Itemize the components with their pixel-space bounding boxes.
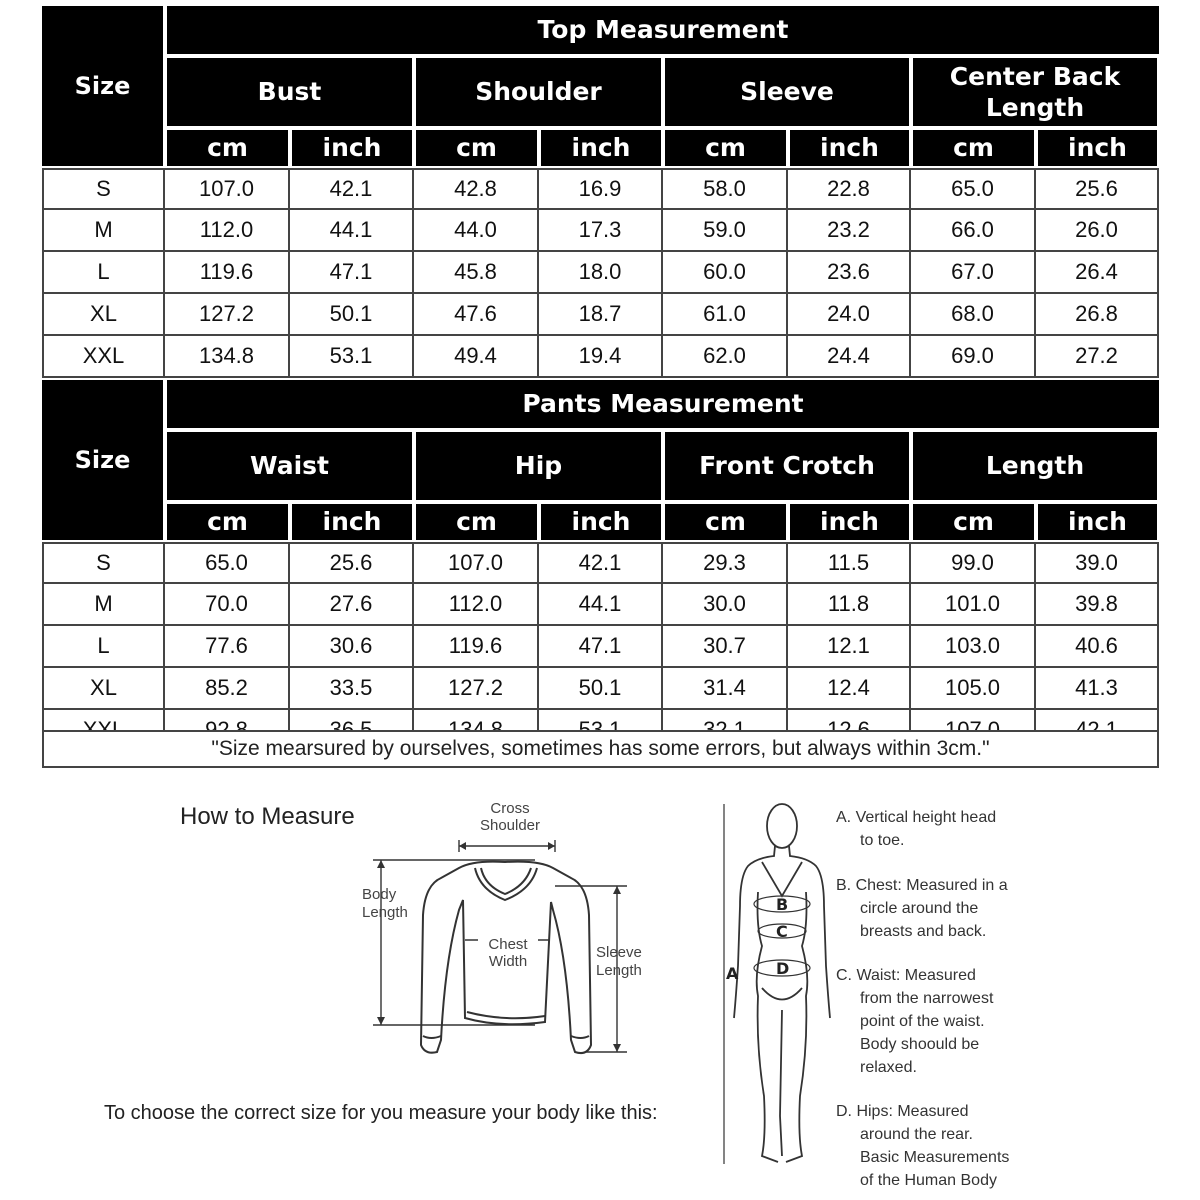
measure-note-line: A. Vertical height head <box>836 809 997 826</box>
unit-header: inch <box>541 504 661 540</box>
unit-header: cm <box>913 130 1034 166</box>
size-column-header: Size <box>42 6 163 166</box>
size-disclaimer-row <box>42 730 1159 768</box>
size-cell: S <box>42 542 165 584</box>
measure-note <box>836 874 1066 943</box>
measurement-group-header: Hip <box>416 432 661 500</box>
table-cell: 39.8 <box>1036 584 1159 626</box>
unit-header: inch <box>292 504 412 540</box>
table-cell: 11.8 <box>788 584 911 626</box>
table-cell: 19.4 <box>539 336 663 378</box>
measure-note-line: from the narrowest <box>860 990 994 1007</box>
table-cell: 23.6 <box>788 252 911 294</box>
measure-note-line: Body shoould be <box>860 1036 980 1053</box>
table-cell: 65.0 <box>165 542 290 584</box>
table-cell: 99.0 <box>911 542 1036 584</box>
table-cell: 101.0 <box>911 584 1036 626</box>
table-cell: 18.0 <box>539 252 663 294</box>
table-cell: 66.0 <box>911 210 1036 252</box>
table-cell: 61.0 <box>663 294 788 336</box>
measure-note <box>836 806 1066 852</box>
table-cell: 27.6 <box>290 584 414 626</box>
size-column-header: Size <box>42 380 163 540</box>
table-cell: 59.0 <box>663 210 788 252</box>
unit-header: inch <box>790 130 909 166</box>
table-cell: 33.5 <box>290 668 414 710</box>
table-cell: 11.5 <box>788 542 911 584</box>
size-cell: M <box>42 210 165 252</box>
table-cell: 65.0 <box>911 168 1036 210</box>
table-cell: 127.2 <box>414 668 539 710</box>
table-cell: 24.0 <box>788 294 911 336</box>
table-cell: 25.6 <box>290 542 414 584</box>
table-cell: 12.1 <box>788 626 911 668</box>
measure-note-line: point of the waist. <box>860 1013 985 1030</box>
table-cell: 50.1 <box>539 668 663 710</box>
table-cell: 67.0 <box>911 252 1036 294</box>
table-cell: 25.6 <box>1036 168 1159 210</box>
table-cell: 27.2 <box>1036 336 1159 378</box>
table-cell: 16.9 <box>539 168 663 210</box>
table-cell: 50.1 <box>290 294 414 336</box>
table-cell: 47.1 <box>290 252 414 294</box>
table-cell: 60.0 <box>663 252 788 294</box>
unit-header: inch <box>1038 130 1157 166</box>
sleeve-length-label: Sleeve Length <box>596 944 642 979</box>
table-cell: 12.4 <box>788 668 911 710</box>
size-cell: L <box>42 252 165 294</box>
unit-header: cm <box>416 504 537 540</box>
size-cell: XL <box>42 668 165 710</box>
measure-note-line: around the rear. <box>860 1126 973 1143</box>
table-cell: 112.0 <box>165 210 290 252</box>
measurement-group-header: Waist <box>167 432 412 500</box>
measure-note-line: breasts and back. <box>860 923 987 940</box>
table-title: Pants Measurement <box>167 380 1159 428</box>
measure-note-line: circle around the <box>860 900 979 917</box>
unit-header: cm <box>167 130 288 166</box>
table-cell: 17.3 <box>539 210 663 252</box>
unit-header: inch <box>790 504 909 540</box>
size-cell: S <box>42 168 165 210</box>
table-cell: 45.8 <box>414 252 539 294</box>
table-cell: 62.0 <box>663 336 788 378</box>
measure-note-line: of the Human Body <box>860 1172 997 1189</box>
table-cell: 68.0 <box>911 294 1036 336</box>
table-cell: 30.0 <box>663 584 788 626</box>
table-cell: 42.8 <box>414 168 539 210</box>
table-cell: 26.0 <box>1036 210 1159 252</box>
table-cell: 69.0 <box>911 336 1036 378</box>
table-cell: 127.2 <box>165 294 290 336</box>
unit-header: inch <box>541 130 661 166</box>
table-cell: 44.1 <box>539 584 663 626</box>
table-cell: 44.1 <box>290 210 414 252</box>
body-length-label: Body Length <box>362 886 408 921</box>
chest-width-label: Chest Width <box>478 936 538 970</box>
table-cell: 105.0 <box>911 668 1036 710</box>
table-cell: 119.6 <box>414 626 539 668</box>
measure-instruction: To choose the correct size for you measure your body like this: <box>104 1102 658 1124</box>
table-cell: 134.8 <box>165 336 290 378</box>
table-cell: 49.4 <box>414 336 539 378</box>
unit-header: cm <box>416 130 537 166</box>
measurement-group-header: Shoulder <box>416 58 661 126</box>
size-cell: M <box>42 584 165 626</box>
table-cell: 41.3 <box>1036 668 1159 710</box>
table-cell: 85.2 <box>165 668 290 710</box>
how-to-measure-title: How to Measure <box>180 803 355 830</box>
marker-a: A <box>726 964 739 983</box>
table-cell: 26.8 <box>1036 294 1159 336</box>
table-cell: 23.2 <box>788 210 911 252</box>
size-cell: XXL <box>42 336 165 378</box>
measurement-group-header: Length <box>913 432 1157 500</box>
table-cell: 70.0 <box>165 584 290 626</box>
unit-header: inch <box>1038 504 1157 540</box>
table-cell: 47.6 <box>414 294 539 336</box>
size-cell: XL <box>42 294 165 336</box>
table-cell: 42.1 <box>539 542 663 584</box>
measure-note-line: Basic Measurements <box>860 1149 1010 1166</box>
table-cell: 107.0 <box>414 542 539 584</box>
table-cell: 29.3 <box>663 542 788 584</box>
table-cell: 31.4 <box>663 668 788 710</box>
table-cell: 107.0 <box>165 168 290 210</box>
table-cell: 58.0 <box>663 168 788 210</box>
table-cell: 18.7 <box>539 294 663 336</box>
measurement-group-header: Front Crotch <box>665 432 909 500</box>
measure-note-line: C. Waist: Measured <box>836 967 976 984</box>
measure-note-line: B. Chest: Measured in a <box>836 877 1008 894</box>
measurement-group-header: Center Back Length <box>913 58 1157 126</box>
table-cell: 30.6 <box>290 626 414 668</box>
table-cell: 112.0 <box>414 584 539 626</box>
unit-header: inch <box>292 130 412 166</box>
marker-b: B <box>776 895 789 914</box>
table-cell: 119.6 <box>165 252 290 294</box>
unit-header: cm <box>913 504 1034 540</box>
table-cell: 47.1 <box>539 626 663 668</box>
unit-header: cm <box>665 504 786 540</box>
unit-header: cm <box>665 130 786 166</box>
measure-note-line: to toe. <box>860 832 905 849</box>
table-cell: 26.4 <box>1036 252 1159 294</box>
table-cell: 53.1 <box>290 336 414 378</box>
table-cell: 30.7 <box>663 626 788 668</box>
measure-note-line: D. Hips: Measured <box>836 1103 969 1120</box>
marker-d: D <box>776 959 790 978</box>
measure-note <box>836 964 1066 1079</box>
table-cell: 44.0 <box>414 210 539 252</box>
size-cell: L <box>42 626 165 668</box>
table-cell: 22.8 <box>788 168 911 210</box>
table-cell: 77.6 <box>165 626 290 668</box>
table-cell: 40.6 <box>1036 626 1159 668</box>
table-title: Top Measurement <box>167 6 1159 54</box>
table-cell: 39.0 <box>1036 542 1159 584</box>
measure-note-line: relaxed. <box>860 1059 917 1076</box>
cross-shoulder-label: Cross Shoulder <box>479 800 541 834</box>
body-measure-figure <box>718 796 838 1172</box>
measurement-group-header: Sleeve <box>665 58 909 126</box>
measure-note <box>836 1100 1066 1192</box>
size-disclaimer: "Size mearsured by ourselves, sometimes has some errors, but always within 3cm." <box>211 737 990 760</box>
unit-header: cm <box>167 504 288 540</box>
table-cell: 103.0 <box>911 626 1036 668</box>
marker-c: C <box>776 922 788 941</box>
table-cell: 24.4 <box>788 336 911 378</box>
measurement-group-header: Bust <box>167 58 412 126</box>
table-cell: 42.1 <box>290 168 414 210</box>
